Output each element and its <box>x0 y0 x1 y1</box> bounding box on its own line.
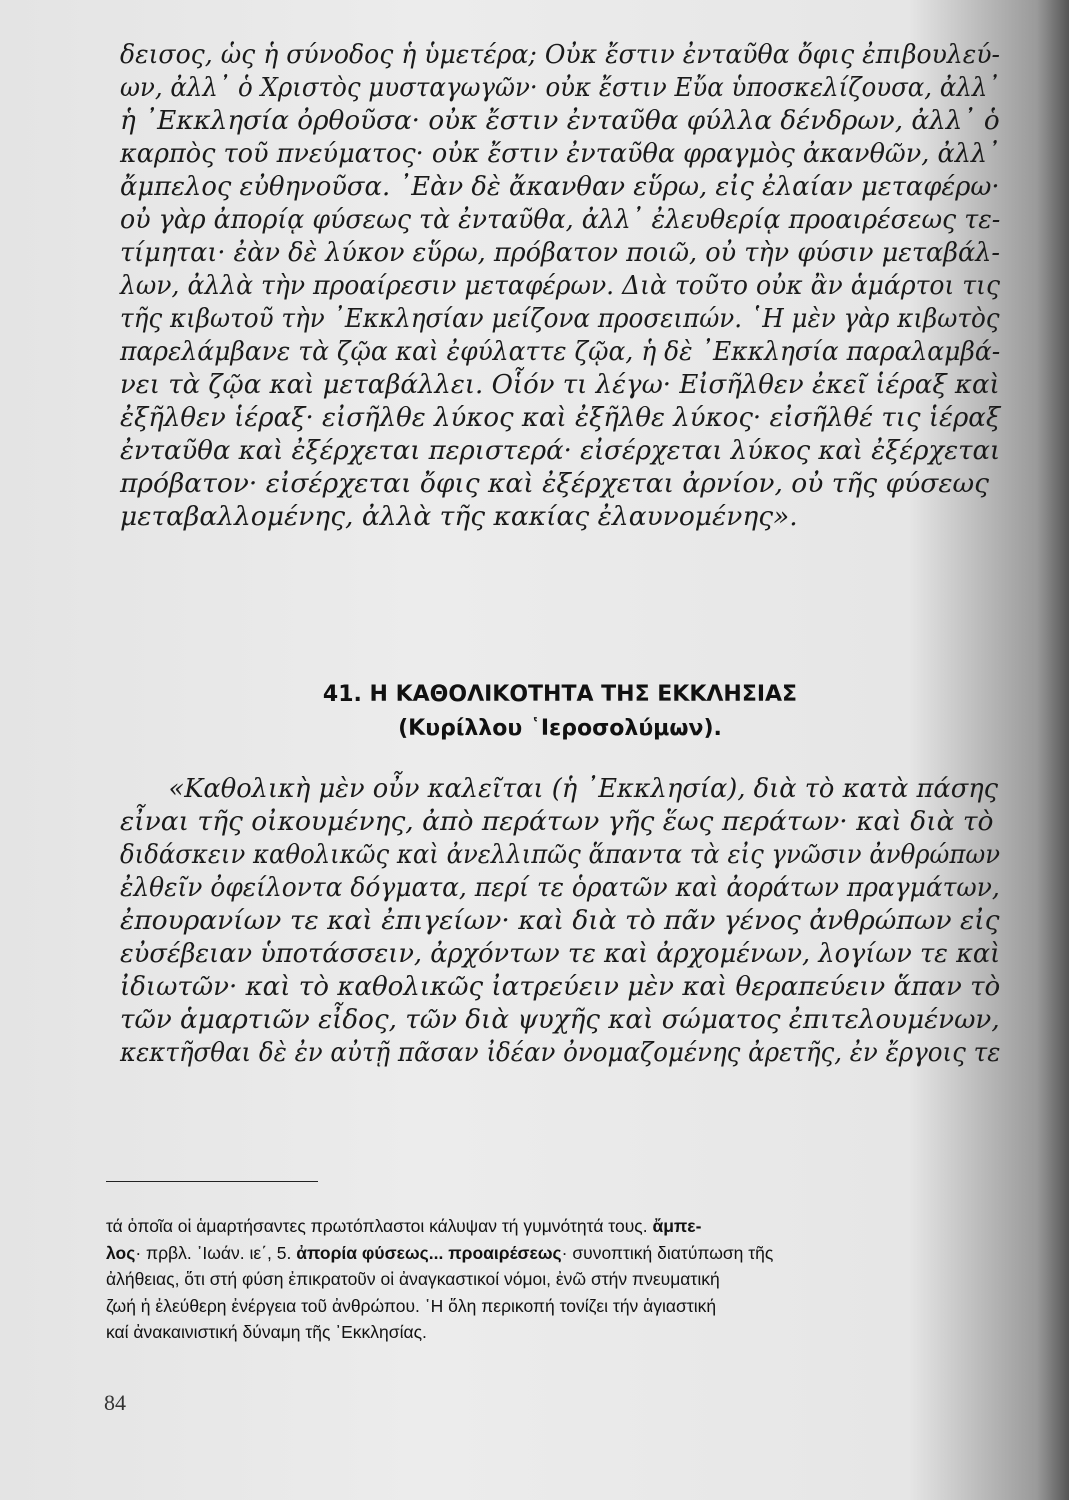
text-line: κεκτῆσθαι δὲ ἐν αὐτῇ πᾶσαν ἰδέαν ὀνομαζομένης ἀρετῆς, ἐν ἔργοις τε <box>120 1037 1001 1068</box>
text-line: ἄμπελος εὐθηνοῦσα. ᾿Εὰν δὲ ἄκανθαν εὕρω, εἰς ἐλαίαν μεταφέρω· <box>120 171 1000 202</box>
text-line: τίμηται· ἐὰν δὲ λύκον εὕρω, πρόβατον ποιῶ, οὐ τὴν φύσιν μεταβάλ- <box>120 237 1001 268</box>
footnote-term: λος <box>106 1242 136 1263</box>
passage-40-end <box>120 38 1000 533</box>
text-line: νει τὰ ζῷα καὶ μεταβάλλει. Οἷόν τι λέγω· Εἰσῆλθεν ἐκεῖ ἱέραξ καὶ <box>120 369 1000 400</box>
footnote-line: ἀλήθειας, ὅτι στή φύση ἐπικρατοῦν οἱ ἀναγκαστικοί νόμοι, ἐνῶ στήν πνευματική <box>106 1269 720 1289</box>
text-line: πρόβατον· εἰσέρχεται ὄφις καὶ ἐξέρχεται ἀρνίον, οὐ τῆς φύσεως <box>120 468 990 499</box>
footnote-text: τά ὁποῖα οἱ ἁμαρτήσαντες πρωτόπλαστοι κάλυψαν τή γυμνότητά τους. <box>106 1216 648 1236</box>
footnote-line <box>106 1240 1006 1267</box>
text-line: εἶναι τῆς οἰκουμένης, ἀπὸ περάτων γῆς ἕως περάτων· καὶ διὰ τὸ <box>120 806 994 837</box>
footnote-term: ἀπορία φύσεως... προαιρέσεως <box>296 1242 562 1263</box>
section-subtitle: (Κυρίλλου ῾Ιεροσολύμων). <box>398 716 722 741</box>
footnote-text: · πρβλ. ᾿Ιωάν. ιε΄, 5. <box>135 1242 292 1263</box>
footnote-line: καί ἀνακαινιστική δύναμη τῆς ᾿Εκκλησίας. <box>106 1322 427 1342</box>
footnote <box>106 1213 1006 1346</box>
text-line: ἡ ᾿Εκκλησία ὀρθοῦσα· οὐκ ἔστιν ἐνταῦθα φύλλα δένδρων, ἀλλ᾿ ὁ <box>120 105 1000 136</box>
text-line: «Καθολικὴ μὲν οὖν καλεῖται (ἡ ᾿Εκκλησία), διὰ τὸ κατὰ πάσης <box>168 773 999 804</box>
section-title: 41. Η ΚΑΘΟΛΙΚΟΤΗΤΑ ΤΗΣ ΕΚΚΛΗΣΙΑΣ <box>322 682 798 707</box>
footnote-rule <box>106 1181 318 1182</box>
text-line: ἐνταῦθα καὶ ἐξέρχεται περιστερά· εἰσέρχεται λύκος καὶ ἐξέρχεται <box>120 435 1001 466</box>
text-line: λων, ἀλλὰ τὴν προαίρεσιν μεταφέρων. Διὰ τοῦτο οὐκ ἂν ἁμάρτοι τις <box>120 270 1001 301</box>
text-line: μεταβαλλομένης, ἀλλὰ τῆς κακίας ἐλαυνομένης». <box>120 501 798 532</box>
text-line: παρελάμβανε τὰ ζῷα καὶ ἐφύλαττε ζῷα, ἡ δὲ ᾿Εκκλησία παραλαμβά- <box>120 336 1001 367</box>
text-line: ἐπουρανίων τε καὶ ἐπιγείων· καὶ διὰ τὸ πᾶν γένος ἀνθρώπων εἰς <box>120 905 1000 936</box>
text-line: ἐξῆλθεν ἱέραξ· εἰσῆλθε λύκος καὶ ἐξῆλθε λύκος· εἰσῆλθέ τις ἱέραξ <box>120 402 1001 433</box>
page-number: 84 <box>104 1390 126 1415</box>
text-line: τῶν ἁμαρτιῶν εἶδος, τῶν διὰ ψυχῆς καὶ σώματος ἐπιτελουμένων, <box>120 1004 1000 1035</box>
text-line: εὐσέβειαν ὑποτάσσειν, ἀρχόντων τε καὶ ἀρχομένων, λογίων τε καὶ <box>120 938 1001 969</box>
text-line: διδάσκειν καθολικῶς καὶ ἀνελλιπῶς ἅπαντα τὰ εἰς γνῶσιν ἀνθρώπων <box>120 839 1001 870</box>
text-line: ων, ἀλλ᾿ ὁ Χριστὸς μυσταγωγῶν· οὐκ ἔστιν Εὔα ὑποσκελίζουσα, ἀλλ᾿ <box>120 72 1000 103</box>
section-heading <box>120 678 1000 746</box>
footnote-term: ἄμπε- <box>652 1216 702 1236</box>
text-line: καρπὸς τοῦ πνεύματος· οὐκ ἔστιν ἐνταῦθα φραγμὸς ἀκανθῶν, ἀλλ᾿ <box>120 138 1000 169</box>
text-line: τῆς κιβωτοῦ τὴν ᾿Εκκλησίαν μείζονα προσειπών. ῾Η μὲν γὰρ κιβωτὸς <box>120 303 1000 334</box>
footnote-text: · συνοπτική διατύπωση τῆς <box>561 1242 774 1263</box>
footnote-line: ζωή ἡ ἐλεύθερη ἐνέργεια τοῦ ἀνθρώπου. ῾Η ὅλη περικοπή τονίζει τήν ἁγιαστική <box>106 1295 717 1316</box>
passage-41 <box>120 772 1000 1069</box>
text-line: οὐ γὰρ ἀπορίᾳ φύσεως τὰ ἐνταῦθα, ἀλλ᾿ ἐλευθερίᾳ προαιρέσεως τε- <box>120 204 1001 235</box>
text-line: ἐλθεῖν ὀφείλοντα δόγματα, περί τε ὁρατῶν καὶ ἀοράτων πραγμάτων, <box>120 872 1000 903</box>
text-line: δεισος, ὡς ἡ σύνοδος ἡ ὑμετέρα; Οὐκ ἔστιν ἐνταῦθα ὄφις ἐπιβουλεύ- <box>120 39 1000 70</box>
footnote-line <box>106 1213 1006 1240</box>
text-line: ἰδιωτῶν· καὶ τὸ καθολικῶς ἰατρεύειν μὲν καὶ θεραπεύειν ἅπαν τὸ <box>120 971 1001 1002</box>
